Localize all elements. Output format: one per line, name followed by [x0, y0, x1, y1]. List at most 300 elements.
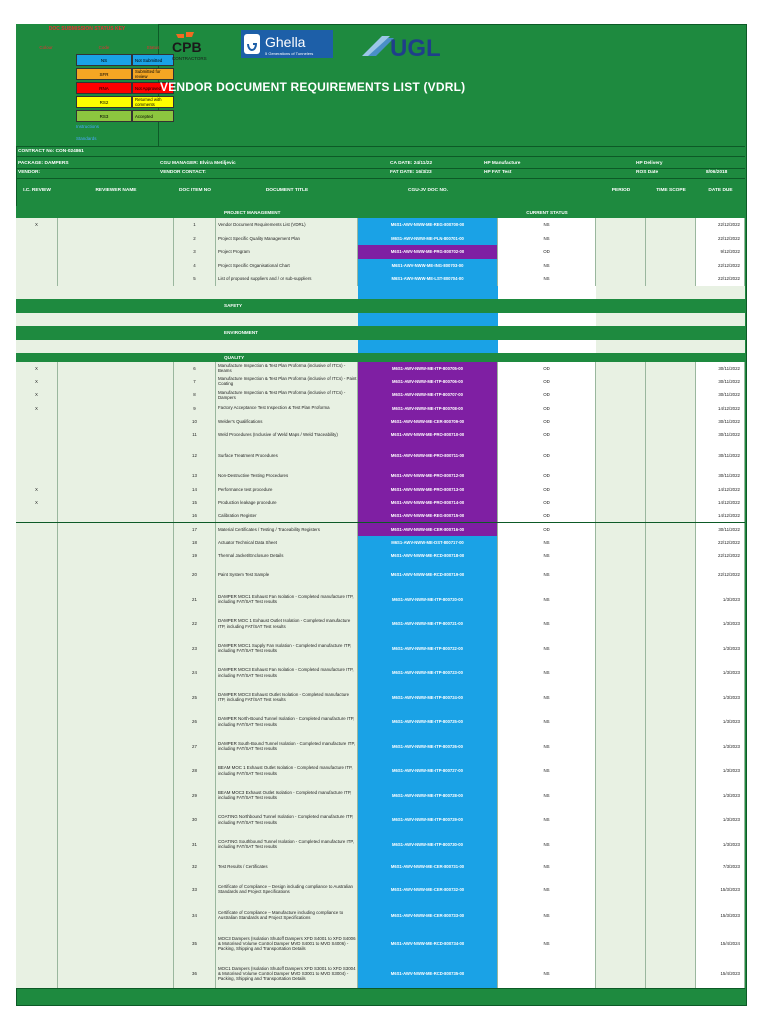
time-scope [646, 709, 696, 734]
review-mark [16, 549, 58, 562]
table-row[interactable] [16, 709, 745, 735]
table-row[interactable] [16, 428, 745, 442]
reviewer-name [58, 245, 174, 259]
current-status: NS [498, 783, 596, 808]
review-mark [16, 562, 58, 587]
review-mark: X [16, 496, 58, 509]
review-mark [16, 259, 58, 273]
time-scope [646, 232, 696, 246]
date-due: 1/3/2023 [696, 734, 745, 759]
legend-row [76, 96, 174, 108]
table-row[interactable] [16, 758, 745, 784]
section-safety [16, 299, 745, 314]
cgu-doc-no[interactable]: M6S1-AWV-NWW-ME-ITP-800708-00 [358, 401, 498, 414]
table-row[interactable] [16, 685, 745, 711]
legend-status: Not Submitted [132, 54, 174, 66]
legend-code: RNA [76, 82, 132, 94]
ghella-logo-subtext: 5 Generations of Tunnelers [265, 51, 314, 56]
period [596, 375, 646, 388]
current-status: OD [498, 496, 596, 509]
date-due: 30/11/2022 [696, 362, 745, 375]
doc-item-no: 4 [174, 259, 216, 273]
reviewer-name [58, 958, 174, 988]
review-mark [16, 428, 58, 441]
review-mark [16, 758, 58, 783]
cgu-doc-no[interactable]: M6S1-AWV-NWW-ME-ITP-800727-00 [358, 758, 498, 783]
reviewer-name [58, 428, 174, 441]
cgu-doc-no[interactable]: M6S1-AWV-NWW-ME-ITP-800724-00 [358, 685, 498, 710]
time-scope [646, 562, 696, 587]
cgu-doc-no[interactable]: M6S1-AWV-NWW-ME-ING-800703-00 [358, 259, 498, 273]
table-row[interactable] [16, 388, 745, 402]
section-label: ENVIRONMENT [224, 330, 258, 335]
time-scope [646, 428, 696, 441]
doc-title: DAMPER North-Bound Tunnel Isolation - Completed manufacture ITP, including FAT/SAT Test results [216, 709, 358, 734]
doc-item-no: 2 [174, 232, 216, 246]
doc-item-no: 16 [174, 509, 216, 522]
table-row[interactable] [16, 536, 745, 550]
doc-item-no: 26 [174, 709, 216, 734]
review-mark: X [16, 375, 58, 388]
cgu-doc-no[interactable]: M6S1-AWV-NWW-ME-CER-800732-00 [358, 876, 498, 902]
time-scope [646, 362, 696, 375]
review-mark [16, 509, 58, 522]
current-status: NS [498, 232, 596, 246]
reviewer-name [58, 587, 174, 612]
date-due: 22/12/2022 [696, 218, 745, 232]
period [596, 928, 646, 958]
current-status: NS [498, 807, 596, 832]
ugl-logo-text: UGL [390, 35, 441, 60]
doc-title: Project Program [216, 245, 358, 259]
review-mark [16, 469, 58, 482]
doc-item-no: 5 [174, 272, 216, 286]
time-scope [646, 902, 696, 928]
period [596, 388, 646, 401]
current-status: NS [498, 636, 596, 661]
review-mark [16, 232, 58, 246]
period [596, 832, 646, 857]
doc-item-no: 28 [174, 758, 216, 783]
cgu-doc-no[interactable]: M6S1-AWV-NWW-ME-RCD-800735-00 [358, 958, 498, 988]
period [596, 902, 646, 928]
period [596, 856, 646, 876]
reviewer-name [58, 549, 174, 562]
current-status: NS [498, 611, 596, 636]
table-row[interactable] [16, 232, 745, 247]
date-due: 30/11/2022 [696, 375, 745, 388]
review-mark [16, 523, 58, 536]
period [596, 709, 646, 734]
reviewer-name [58, 375, 174, 388]
time-scope [646, 401, 696, 414]
period [596, 218, 646, 232]
table-row[interactable] [16, 807, 745, 833]
cgu-doc-no[interactable]: M6S1-AWV-NWW-ME-RCD-800734-00 [358, 928, 498, 958]
table-row[interactable] [16, 362, 745, 376]
cgu-doc-no[interactable]: M6S1-AWV-NWW-ME-CER-800733-00 [358, 902, 498, 928]
doc-title: Manufacture Inspection & Test Plan Proforma (inclusive of ITCs) - Dampers [216, 388, 358, 401]
doc-title: Actuator Technical Data Sheet [216, 536, 358, 549]
cgu-doc-no[interactable]: M6S1-AWV-NWW-ME-ITP-800706-00 [358, 375, 498, 388]
current-status: NS [498, 536, 596, 549]
doc-title: Manufacture Inspection & Test Plan Proforma (inclusive of ITCs) - Beams [216, 362, 358, 375]
time-scope [646, 876, 696, 902]
table-row[interactable] [16, 832, 745, 858]
doc-item-no: 22 [174, 611, 216, 636]
current-status: NS [498, 758, 596, 783]
table-row[interactable] [16, 483, 745, 497]
period [596, 549, 646, 562]
doc-title: DAMPER MOC1 Exhaust Fan Isolation - Completed manufacture ITP, including FAT/SAT Test results [216, 587, 358, 612]
table-row[interactable] [16, 902, 745, 929]
date-due: 30/11/2022 [696, 428, 745, 441]
date-due: 30/11/2022 [696, 441, 745, 469]
time-scope [646, 958, 696, 988]
time-scope [646, 758, 696, 783]
hp-delivery: HP Delivery [636, 161, 663, 166]
ros-date-label: ROS Date [636, 170, 659, 175]
current-status: NS [498, 876, 596, 902]
col-time-scope: TIME SCOPE [656, 188, 686, 193]
review-mark [16, 783, 58, 808]
cpb-logo [168, 30, 220, 62]
reviewer-name [58, 509, 174, 522]
doc-title: Performance test procedure [216, 483, 358, 496]
review-mark [16, 441, 58, 469]
ros-date: 8/06/2018 [706, 170, 728, 175]
review-mark [16, 709, 58, 734]
table-row[interactable] [16, 587, 745, 613]
current-status: NS [498, 709, 596, 734]
time-scope [646, 807, 696, 832]
doc-item-no: 24 [174, 660, 216, 685]
cgu-doc-no[interactable]: M6S1-AWV-NWW-ME-ITP-800705-00 [358, 362, 498, 375]
ca-date: CA DATE: 24/11/22 [390, 161, 433, 166]
time-scope [646, 483, 696, 496]
review-mark [16, 734, 58, 759]
period [596, 401, 646, 414]
cgu-doc-no[interactable]: M6S1-AWV-NWW-ME-RCD-800719-00 [358, 562, 498, 587]
period [596, 428, 646, 441]
cgu-doc-no[interactable]: M6S1-AWV-NWW-ME-CER-800731-00 [358, 856, 498, 876]
review-mark [16, 876, 58, 902]
table-row[interactable] [16, 660, 745, 686]
current-status: NS [498, 259, 596, 273]
doc-title: DAMPER MOC 1 Exhaust Outlet Isolation - Completed manufacture ITP, including FAT/SAT Test results [216, 611, 358, 636]
date-due: 1/3/2023 [696, 636, 745, 661]
cgu-doc-no[interactable]: M6S1-AWV-NWW-ME-RCD-800718-00 [358, 549, 498, 562]
doc-title: BEAM MOC3 Exhaust Outlet Isolation - Completed manufacture ITP, including FAT/SAT Test results [216, 783, 358, 808]
cgu-doc-no[interactable]: M6S1-AWV-NWW-ME-ITP-800721-00 [358, 611, 498, 636]
reviewer-name [58, 928, 174, 958]
hp-fat-test: HP FAT Test [484, 170, 512, 175]
table-row[interactable] [16, 734, 745, 760]
time-scope [646, 549, 696, 562]
period [596, 483, 646, 496]
table-row[interactable] [16, 856, 745, 877]
time-scope [646, 685, 696, 710]
cgu-doc-no[interactable]: M6S1-AWV-NWW-ME-CER-800709-00 [358, 415, 498, 428]
cgu-doc-no[interactable]: M6S1-AWV-NWW-ME-PRO-800711-00 [358, 441, 498, 469]
legend-code: RS2 [76, 96, 132, 108]
doc-item-no: 25 [174, 685, 216, 710]
legend-header-colour: Colour [39, 45, 53, 50]
legend-code: NS [76, 54, 132, 66]
reviewer-name [58, 807, 174, 832]
time-scope [646, 415, 696, 428]
blank-row [16, 286, 745, 300]
cgu-doc-no[interactable]: M6S1-AWV-NWW-ME-CER-800716-00 [358, 523, 498, 536]
page-title: VENDOR DOCUMENT REQUIREMENTS LIST (VDRL) [160, 80, 466, 94]
date-due: 1/3/2023 [696, 832, 745, 857]
table-row[interactable] [16, 441, 745, 470]
doc-title: Weld Procedures (Inclusive of Weld Maps / Weld Traceability) [216, 428, 358, 441]
cgu-doc-no[interactable]: M6S1-AWV-NWW-ME-ITP-800720-00 [358, 587, 498, 612]
period [596, 734, 646, 759]
ghella-logo [241, 30, 333, 58]
table-row[interactable] [16, 636, 745, 662]
cgu-doc-no[interactable]: M6S1-AWV-NWW-ME-ITP-800726-00 [358, 734, 498, 759]
date-due: 1/3/2023 [696, 660, 745, 685]
legend-status: Submitted for review [132, 68, 174, 80]
reviewer-name [58, 536, 174, 549]
review-mark [16, 611, 58, 636]
current-status: NS [498, 549, 596, 562]
doc-item-no: 11 [174, 428, 216, 441]
table-row[interactable] [16, 496, 745, 510]
table-row[interactable] [16, 509, 745, 523]
doc-title: Calibration Register [216, 509, 358, 522]
current-status: OD [498, 362, 596, 375]
cgu-doc-no[interactable]: M6S1-AWV-NWW-ME-ITP-800728-00 [358, 783, 498, 808]
section-label: SAFETY [224, 303, 243, 308]
doc-item-no: 34 [174, 902, 216, 928]
doc-item-no: 20 [174, 562, 216, 587]
current-status: OD [498, 441, 596, 469]
col-period: PERIOD [611, 188, 631, 193]
current-status: NS [498, 272, 596, 286]
table-row[interactable] [16, 245, 745, 260]
time-scope [646, 272, 696, 286]
reviewer-name [58, 483, 174, 496]
current-status: OD [498, 509, 596, 522]
doc-item-no: 15 [174, 496, 216, 509]
cpb-logo-subtext: CONTRACTORS [172, 56, 207, 61]
date-due: 14/12/2022 [696, 509, 745, 522]
period [596, 523, 646, 536]
review-mark [16, 685, 58, 710]
table-row[interactable] [16, 415, 745, 429]
time-scope [646, 636, 696, 661]
time-scope [646, 375, 696, 388]
time-scope [646, 509, 696, 522]
doc-title: Project Specific Organisational Chart [216, 259, 358, 273]
cgu-doc-no[interactable]: M6S1-AWV-NWW-ME-ITP-800707-00 [358, 388, 498, 401]
period [596, 758, 646, 783]
cgu-doc-no[interactable]: M6S1-AWV-NWW-ME-PRG-800702-00 [358, 245, 498, 259]
date-due: 9/12/2022 [696, 245, 745, 259]
date-due: 15/4/2024 [696, 928, 745, 958]
review-mark: X [16, 388, 58, 401]
table-row[interactable] [16, 611, 745, 637]
period [596, 783, 646, 808]
doc-title: COATING Northbound Tunnel Isolation - Completed manufacture ITP, including FAT/SAT Test results [216, 807, 358, 832]
doc-item-no: 21 [174, 587, 216, 612]
current-status: NS [498, 928, 596, 958]
doc-item-no: 1 [174, 218, 216, 232]
date-due: 7/3/2023 [696, 856, 745, 876]
doc-item-no: 6 [174, 362, 216, 375]
time-scope [646, 496, 696, 509]
table-row[interactable] [16, 928, 745, 959]
review-mark: X [16, 401, 58, 414]
cgu-doc-no[interactable]: M6S1-AWV-NWW-ME-ITP-800729-00 [358, 807, 498, 832]
current-status: OD [498, 523, 596, 536]
period [596, 876, 646, 902]
doc-item-no: 9 [174, 401, 216, 414]
current-status: NS [498, 562, 596, 587]
cgu-doc-no[interactable]: M6S1-AWV-NWW-ME-DST-800717-00 [358, 536, 498, 549]
date-due: 1/3/2023 [696, 685, 745, 710]
period [596, 259, 646, 273]
table-row[interactable] [16, 469, 745, 483]
date-due: 15/3/2023 [696, 902, 745, 928]
date-due: 30/11/2022 [696, 469, 745, 482]
current-status: NS [498, 832, 596, 857]
cgu-doc-no[interactable]: M6S1-AWV-NWW-ME-PRO-800714-00 [358, 496, 498, 509]
reviewer-name [58, 362, 174, 375]
current-status: OD [498, 245, 596, 259]
reviewer-name [58, 562, 174, 587]
table-row[interactable] [16, 549, 745, 563]
table-row[interactable] [16, 401, 745, 415]
doc-title: Test Results / Certificates [216, 856, 358, 876]
date-due: 22/12/2022 [696, 562, 745, 587]
date-due: 22/12/2022 [696, 232, 745, 246]
review-mark [16, 272, 58, 286]
doc-title: Production leakage procedure [216, 496, 358, 509]
col-reviewer: REVIEWER NAME [95, 188, 137, 193]
period [596, 232, 646, 246]
reviewer-name [58, 856, 174, 876]
review-mark [16, 245, 58, 259]
reviewer-name [58, 734, 174, 759]
doc-title: Welder's Qualifications [216, 415, 358, 428]
reviewer-name [58, 636, 174, 661]
cgu-doc-no[interactable]: M6S1-AWV-NWW-ME-LST-800704-00 [358, 272, 498, 286]
current-status: OD [498, 388, 596, 401]
doc-item-no: 12 [174, 441, 216, 469]
doc-item-no: 10 [174, 415, 216, 428]
fat-date: FAT DATE: 16/3/23 [390, 170, 432, 175]
table-row[interactable] [16, 523, 745, 537]
table-row[interactable] [16, 876, 745, 903]
table-row[interactable] [16, 259, 745, 274]
period [596, 441, 646, 469]
table-row[interactable] [16, 272, 745, 287]
contract-number: CONTRACT No: CON-024861 [18, 149, 84, 154]
doc-title: Vendor Document Requirements List (VDRL) [216, 218, 358, 232]
reviewer-name [58, 709, 174, 734]
table-row[interactable] [16, 783, 745, 809]
period [596, 272, 646, 286]
cgu-doc-no[interactable]: M6S1-AWV-NWW-ME-REG-800700-00 [358, 218, 498, 232]
cgu-doc-no[interactable]: M6S1-AWV-NWW-ME-PRO-800712-00 [358, 469, 498, 482]
time-scope [646, 832, 696, 857]
review-mark [16, 958, 58, 988]
cgu-doc-no[interactable]: M6S1-AWV-NWW-ME-ITP-800723-00 [358, 660, 498, 685]
time-scope [646, 587, 696, 612]
cgu-doc-no[interactable]: M6S1-AWV-NWW-ME-PRO-800713-00 [358, 483, 498, 496]
period [596, 636, 646, 661]
table-row[interactable] [16, 375, 745, 389]
cgu-doc-no[interactable]: M6S1-AWV-NWW-ME-ITP-800725-00 [358, 709, 498, 734]
cgu-doc-no[interactable]: M6S1-AWV-NWW-ME-PRO-800710-00 [358, 428, 498, 441]
current-status: NS [498, 685, 596, 710]
doc-item-no: 30 [174, 807, 216, 832]
cgu-doc-no[interactable]: M6S1-AWV-NWW-ME-REG-800715-00 [358, 509, 498, 522]
date-due: 1/3/2023 [696, 758, 745, 783]
doc-title: COATING Southbound Tunnel Isolation - Completed manufacture ITP, including FAT/SAT Test results [216, 832, 358, 857]
current-status: OD [498, 469, 596, 482]
table-row[interactable] [16, 562, 745, 588]
time-scope [646, 259, 696, 273]
current-status: NS [498, 734, 596, 759]
time-scope [646, 734, 696, 759]
cgu-doc-no[interactable]: M6S1-AWV-NWW-ME-PLN-800701-00 [358, 232, 498, 246]
date-due: 30/11/2022 [696, 388, 745, 401]
doc-title: DAMPER South-Bound Tunnel Isolation - Completed manufacture ITP, including FAT/SAT Test results [216, 734, 358, 759]
period [596, 245, 646, 259]
legend-status: Returned with comments [132, 96, 174, 108]
cgu-doc-no[interactable]: M6S1-AWV-NWW-ME-ITP-800730-00 [358, 832, 498, 857]
doc-item-no: 13 [174, 469, 216, 482]
doc-title: DAMPER MOC1 Supply Fan Isolation - Completed manufacture ITP, including FAT/SAT Test results [216, 636, 358, 661]
blank-row [16, 313, 745, 327]
standards-link[interactable]: Standards [76, 136, 97, 141]
current-status: OD [498, 428, 596, 441]
ugl-logo [360, 30, 456, 60]
period [596, 958, 646, 988]
current-status: NS [498, 902, 596, 928]
review-mark: X [16, 362, 58, 375]
section-label: PROJECT MANAGEMENT [224, 209, 281, 215]
time-scope [646, 611, 696, 636]
vendor-contact: VENDOR CONTACT: [160, 170, 207, 175]
legend-title: DOC SUBMISSION STATUS KEY [48, 26, 126, 32]
cpb-logo-text: CPB [172, 39, 202, 55]
doc-title: DAMPER MOC3 Exhaust Outlet Isolation - Completed manufacture ITP, including FAT/SAT Test results [216, 685, 358, 710]
table-row[interactable] [16, 958, 745, 989]
cgu-doc-no[interactable]: M6S1-AWV-NWW-ME-ITP-800722-00 [358, 636, 498, 661]
time-scope [646, 856, 696, 876]
date-due: 30/11/2022 [696, 523, 745, 536]
package-label: PACKAGE: DAMPERS [18, 161, 69, 166]
reviewer-name [58, 218, 174, 232]
period [596, 587, 646, 612]
table-row[interactable] [16, 218, 745, 233]
time-scope [646, 388, 696, 401]
current-status: OD [498, 415, 596, 428]
instructions-link[interactable]: Instructions [76, 124, 100, 129]
doc-title: Manufacture Inspection & Test Plan Proforma (inclusive of ITCs) - Paint Coating [218, 376, 357, 387]
time-scope [646, 441, 696, 469]
review-mark [16, 660, 58, 685]
period [596, 496, 646, 509]
reviewer-name [58, 232, 174, 246]
time-scope [646, 245, 696, 259]
